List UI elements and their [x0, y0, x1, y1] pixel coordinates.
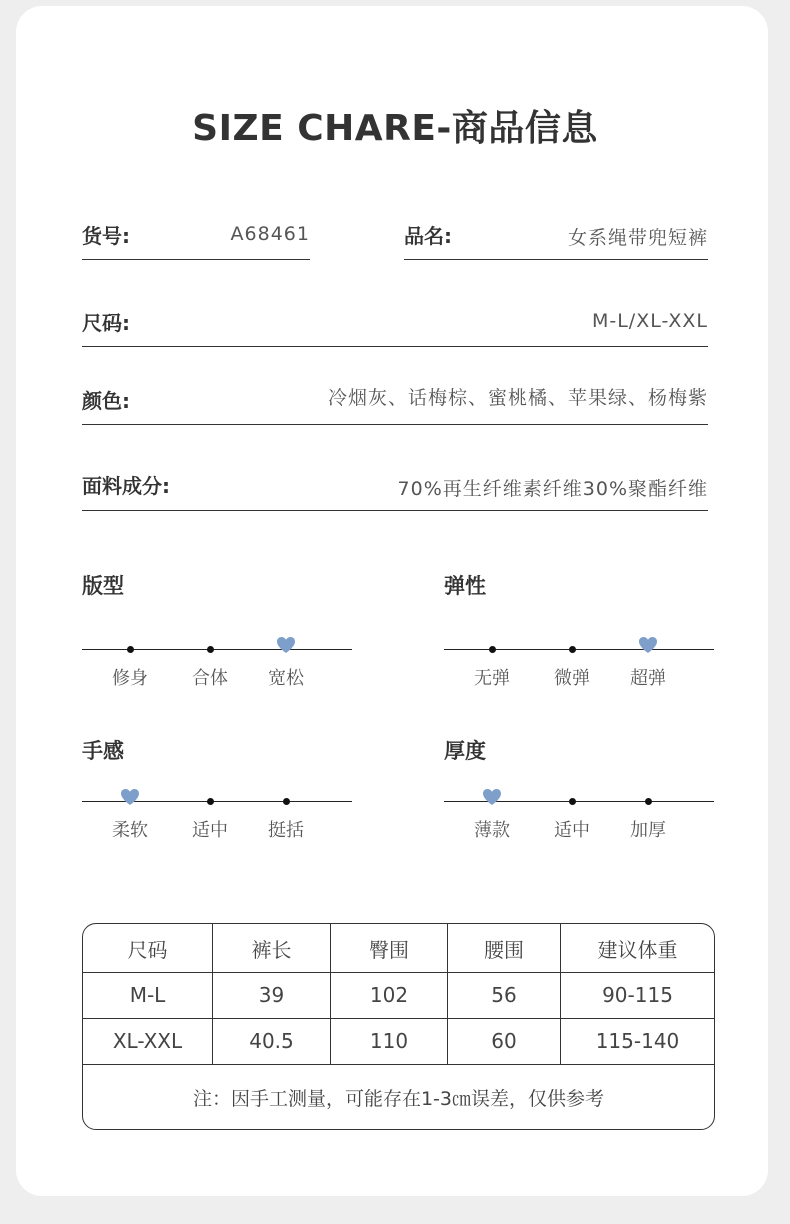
fabric-label: 面料成分: — [82, 474, 170, 498]
scale-line — [444, 649, 714, 650]
attribute-title-fit: 版型 — [82, 574, 124, 598]
page-title: SIZE CHARE-商品信息 — [192, 108, 598, 149]
scale-dot — [645, 798, 652, 805]
divider — [82, 510, 708, 511]
attribute-title-hand-feel: 手感 — [82, 739, 124, 763]
table-cell: 115-140 — [595, 1029, 680, 1053]
heart-icon — [482, 788, 502, 806]
item-no-value: A68461 — [230, 223, 310, 245]
table-header-row — [83, 924, 714, 973]
heart-icon — [276, 636, 296, 654]
scale-option-label: 薄款 — [474, 820, 510, 841]
color-value: 冷烟灰、话梅棕、蜜桃橘、苹果绿、杨梅紫 — [327, 387, 708, 409]
scale-dot — [207, 646, 214, 653]
scale-option-label: 修身 — [112, 668, 148, 689]
attribute-title-elasticity: 弹性 — [444, 574, 486, 598]
scale-option-label: 无弹 — [474, 668, 510, 689]
table-header-cell: 裤长 — [213, 924, 331, 972]
divider — [82, 346, 708, 347]
size-value: M-L/XL-XXL — [591, 310, 708, 332]
table-cell: M-L — [83, 972, 213, 1018]
table-header-cell: 臀围 — [331, 924, 448, 972]
scale-dot — [207, 798, 214, 805]
heart-icon — [120, 788, 140, 806]
scale-dot — [489, 646, 496, 653]
scale-option-label: 宽松 — [268, 668, 304, 689]
fabric-value: 70%再生纤维素纤维30%聚酯纤维 — [397, 478, 708, 500]
heart-icon — [638, 636, 658, 654]
table-cell: 110 — [331, 1018, 448, 1064]
table-note: 注：因手工测量，可能存在1-3㎝误差，仅供参考 — [192, 1087, 605, 1110]
table-cell: 60 — [448, 1018, 561, 1064]
scale-option-label: 合体 — [192, 668, 228, 689]
table-cell: 56 — [448, 972, 561, 1018]
scale-line — [82, 649, 352, 650]
divider — [82, 424, 708, 425]
attribute-title-thickness: 厚度 — [444, 739, 486, 763]
size-table — [82, 923, 715, 1130]
scale-dot — [569, 798, 576, 805]
scale-dot — [569, 646, 576, 653]
divider — [82, 259, 310, 260]
scale-option-label: 柔软 — [112, 820, 148, 841]
size-label: 尺码: — [82, 311, 130, 335]
scale-option-label: 微弹 — [554, 668, 590, 689]
scale-option-label: 适中 — [554, 820, 590, 841]
color-label: 颜色: — [82, 389, 130, 413]
table-header-cell: 尺码 — [83, 924, 213, 972]
divider — [404, 259, 708, 260]
table-header-cell: 建议体重 — [597, 937, 678, 962]
product-name-value: 女系绳带兜短裤 — [567, 227, 708, 249]
table-cell: 40.5 — [213, 1018, 331, 1064]
scale-option-label: 超弹 — [630, 668, 666, 689]
product-name-label: 品名: — [404, 224, 452, 248]
item-no-label: 货号: — [82, 224, 130, 248]
scale-option-label: 加厚 — [630, 820, 666, 841]
table-cell: XL-XXL — [83, 1018, 213, 1064]
scale-dot — [127, 646, 134, 653]
scale-option-label: 挺括 — [268, 820, 304, 841]
table-row — [83, 972, 714, 1019]
table-cell: 102 — [331, 972, 448, 1018]
table-header-cell: 腰围 — [448, 924, 561, 972]
table-cell: 90-115 — [602, 983, 673, 1007]
table-row — [83, 1018, 714, 1065]
scale-option-label: 适中 — [192, 820, 228, 841]
scale-dot — [283, 798, 290, 805]
table-cell: 39 — [213, 972, 331, 1018]
